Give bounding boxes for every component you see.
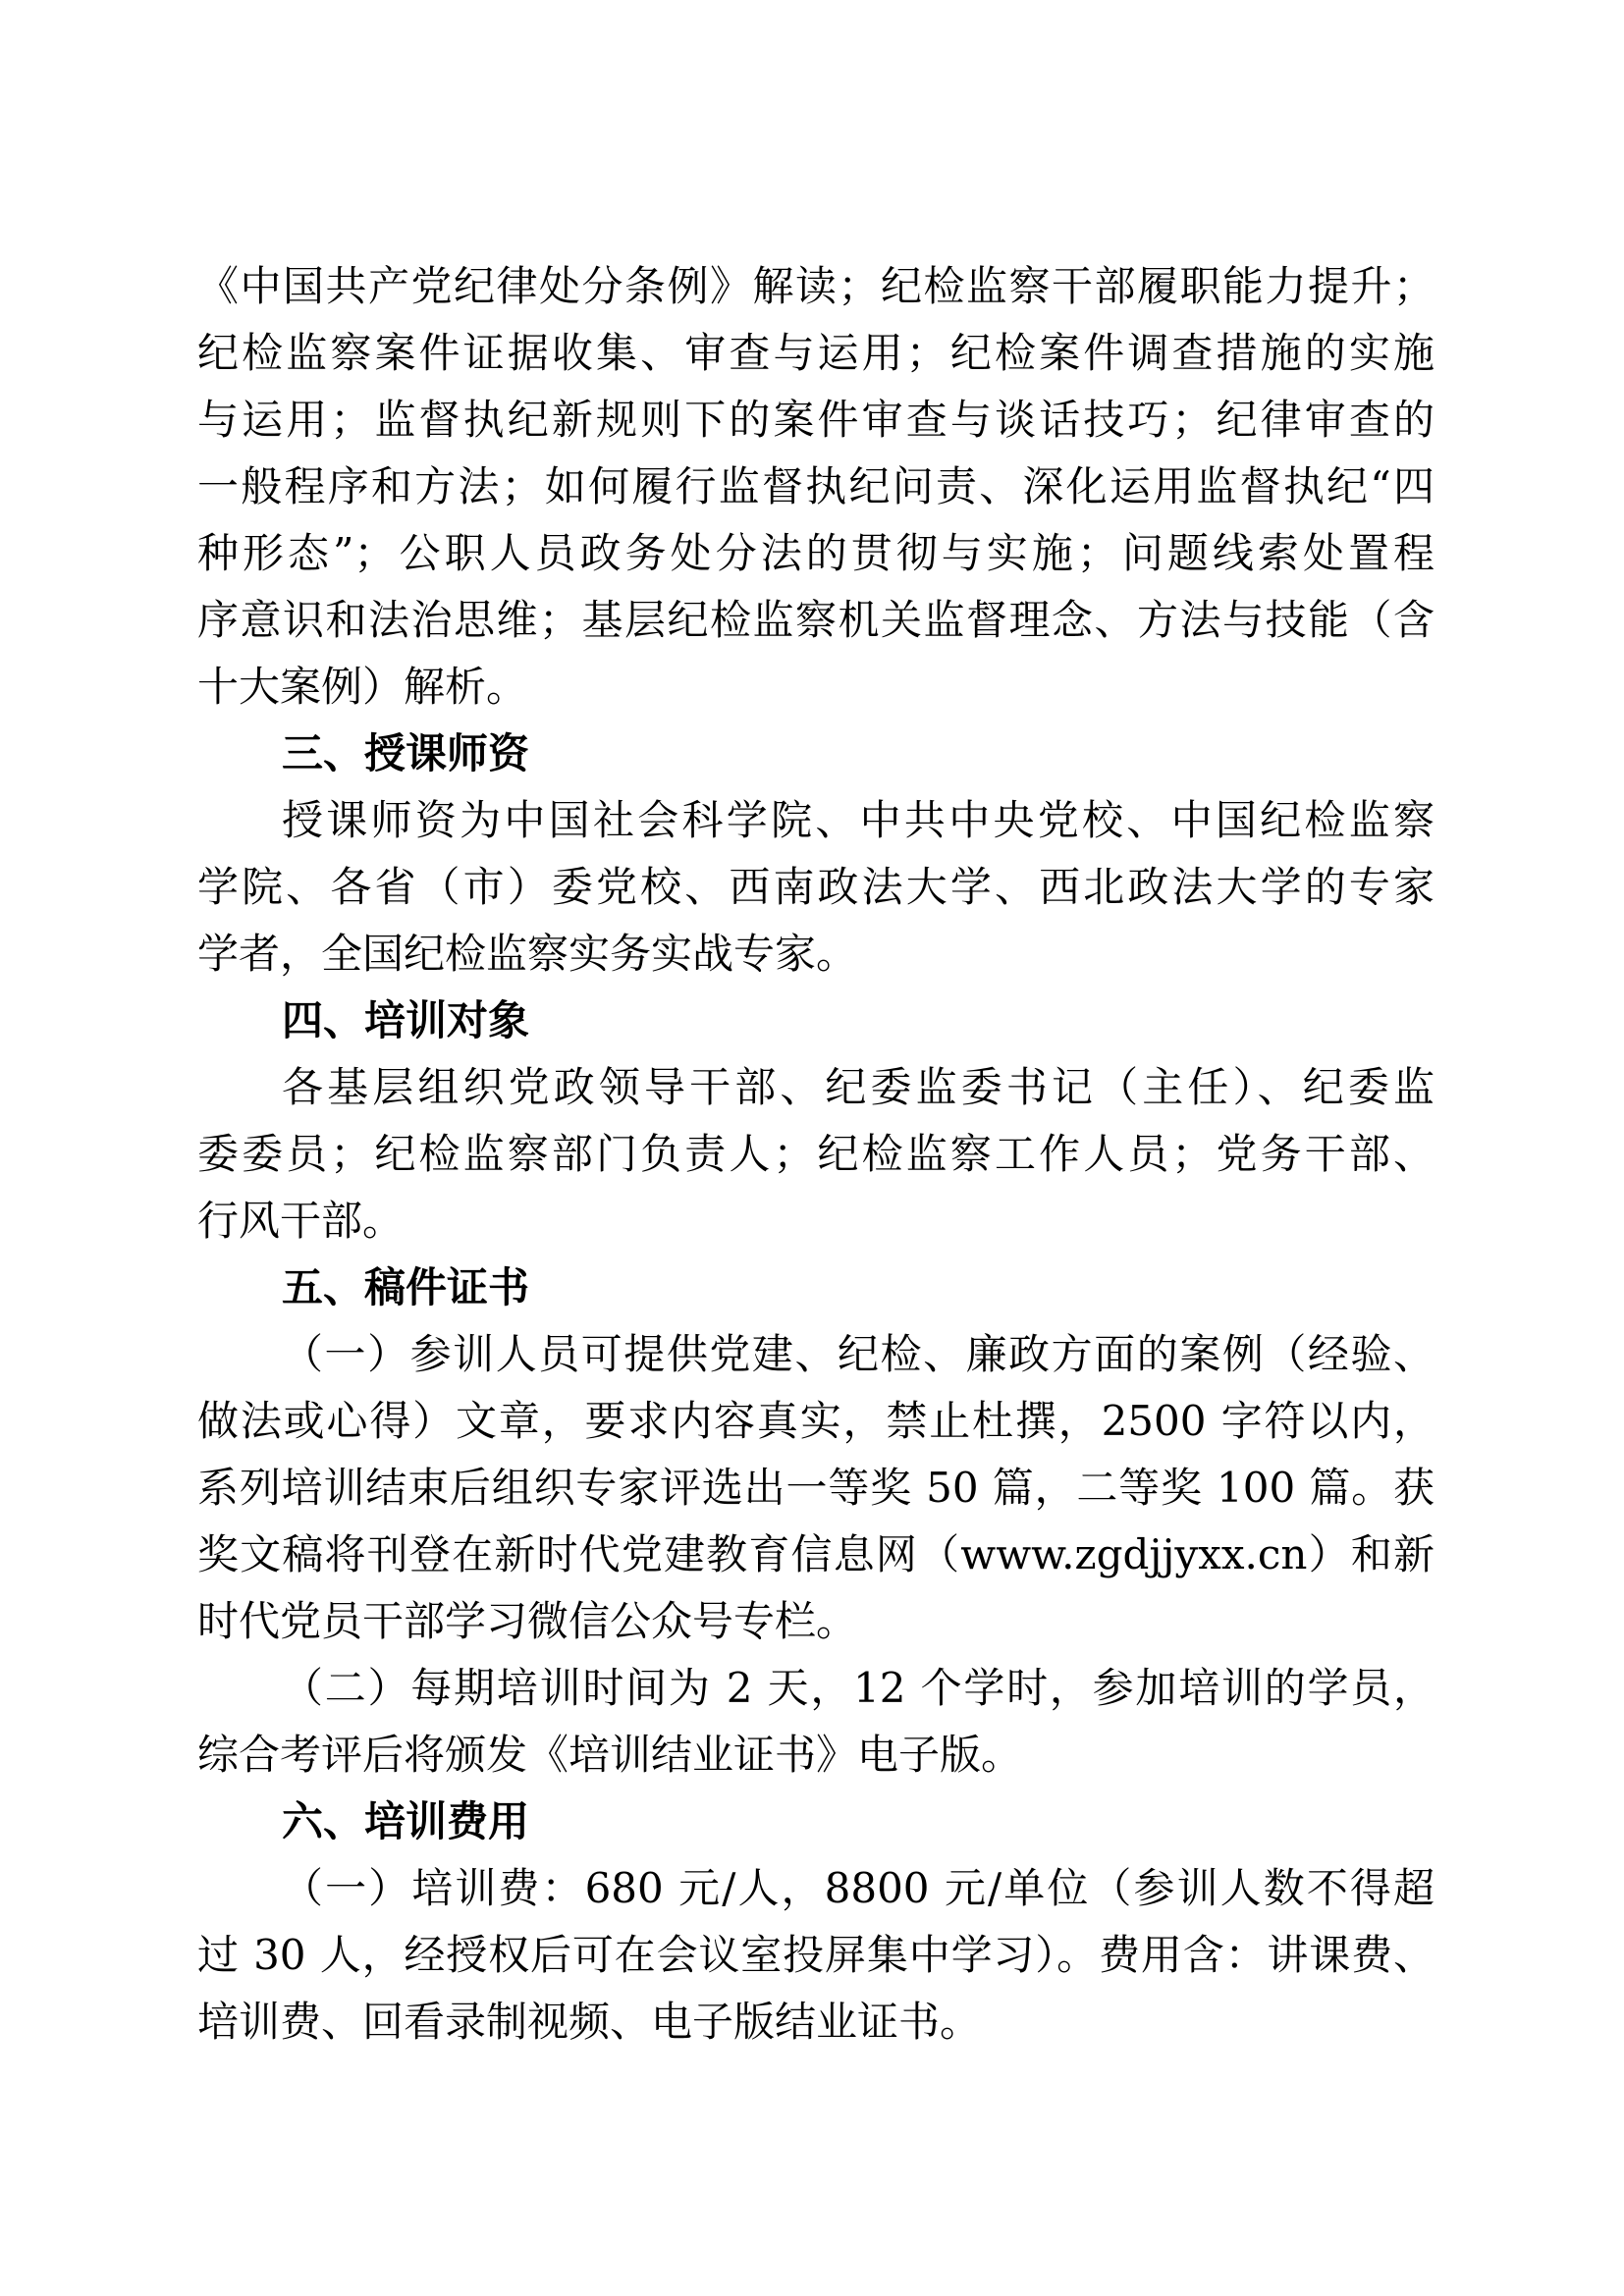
document-page [197, 253, 1435, 2056]
paragraph-line: 各基层组织党政领导干部、纪委监委书记（主任）、纪委监 [282, 1063, 1435, 1111]
paragraph-line: 种形态”；公职人员政务处分法的贯彻与实施；问题线索处置程 [197, 529, 1435, 577]
paragraph-line: 纪检监察案件证据收集、审查与运用；纪检案件调查措施的实施 [197, 329, 1435, 377]
section-heading-teachers: 三、授课师资 [282, 729, 530, 777]
paragraph-line: 做法或心得）文章，要求内容真实，禁止杜撰，2500 字符以内， [197, 1397, 1435, 1445]
paragraph-line: 学者，全国纪检监察实务实战专家。 [197, 930, 858, 978]
paragraph-line: 行风干部。 [197, 1197, 405, 1245]
paragraph-line: 综合考评后将颁发《培训结业证书》电子版。 [197, 1731, 1023, 1779]
paragraph-line: 培训费、回看录制视频、电子版结业证书。 [197, 1998, 982, 2046]
paragraph-line: 授课师资为中国社会科学院、中共中央党校、中国纪检监察 [282, 796, 1435, 844]
paragraph-line: 十大案例）解析。 [197, 663, 528, 711]
paragraph-line: （一）培训费：680 元/人，8800 元/单位（参训人数不得超 [282, 1864, 1435, 1912]
paragraph-line: 与运用；监督执纪新规则下的案件审查与谈话技巧；纪律审查的 [197, 396, 1435, 444]
section-heading-audience: 四、培训对象 [282, 996, 530, 1044]
topics-paragraph [197, 253, 1435, 721]
paragraph-line: 时代党员干部学习微信公众号专栏。 [197, 1597, 858, 1645]
paragraph-line: 奖文稿将刊登在新时代党建教育信息网（www.zgdjjyxx.cn）和新 [197, 1530, 1435, 1578]
section-heading-certificate: 五、稿件证书 [282, 1263, 530, 1311]
paragraph-line: 学院、各省（市）委党校、西南政法大学、西北政法大学的专家 [197, 863, 1435, 911]
paragraph-line: 一般程序和方法；如何履行监督执纪问责、深化运用监督执纪“四 [197, 462, 1435, 510]
teachers-paragraph [197, 787, 1435, 988]
fees-paragraph [197, 1855, 1435, 2056]
paragraph-line: 《中国共产党纪律处分条例》解读；纪检监察干部履职能力提升； [197, 262, 1435, 310]
paragraph-line: 系列培训结束后组织专家评选出一等奖 50 篇，二等奖 100 篇。获 [197, 1464, 1435, 1512]
audience-paragraph [197, 1054, 1435, 1255]
certificate-paragraph-2 [197, 1655, 1435, 1789]
section-heading-fees: 六、培训费用 [282, 1797, 530, 1845]
certificate-paragraph-1 [197, 1321, 1435, 1655]
paragraph-line: （一）参训人员可提供党建、纪检、廉政方面的案例（经验、 [282, 1330, 1435, 1378]
paragraph-line: 委委员；纪检监察部门负责人；纪检监察工作人员；党务干部、 [197, 1130, 1435, 1178]
paragraph-line: 序意识和法治思维；基层纪检监察机关监督理念、方法与技能（含 [197, 596, 1435, 644]
paragraph-line: 过 30 人，经授权后可在会议室投屏集中学习）。费用含：讲课费、 [197, 1931, 1435, 1979]
paragraph-line: （二）每期培训时间为 2 天，12 个学时，参加培训的学员， [282, 1664, 1435, 1712]
